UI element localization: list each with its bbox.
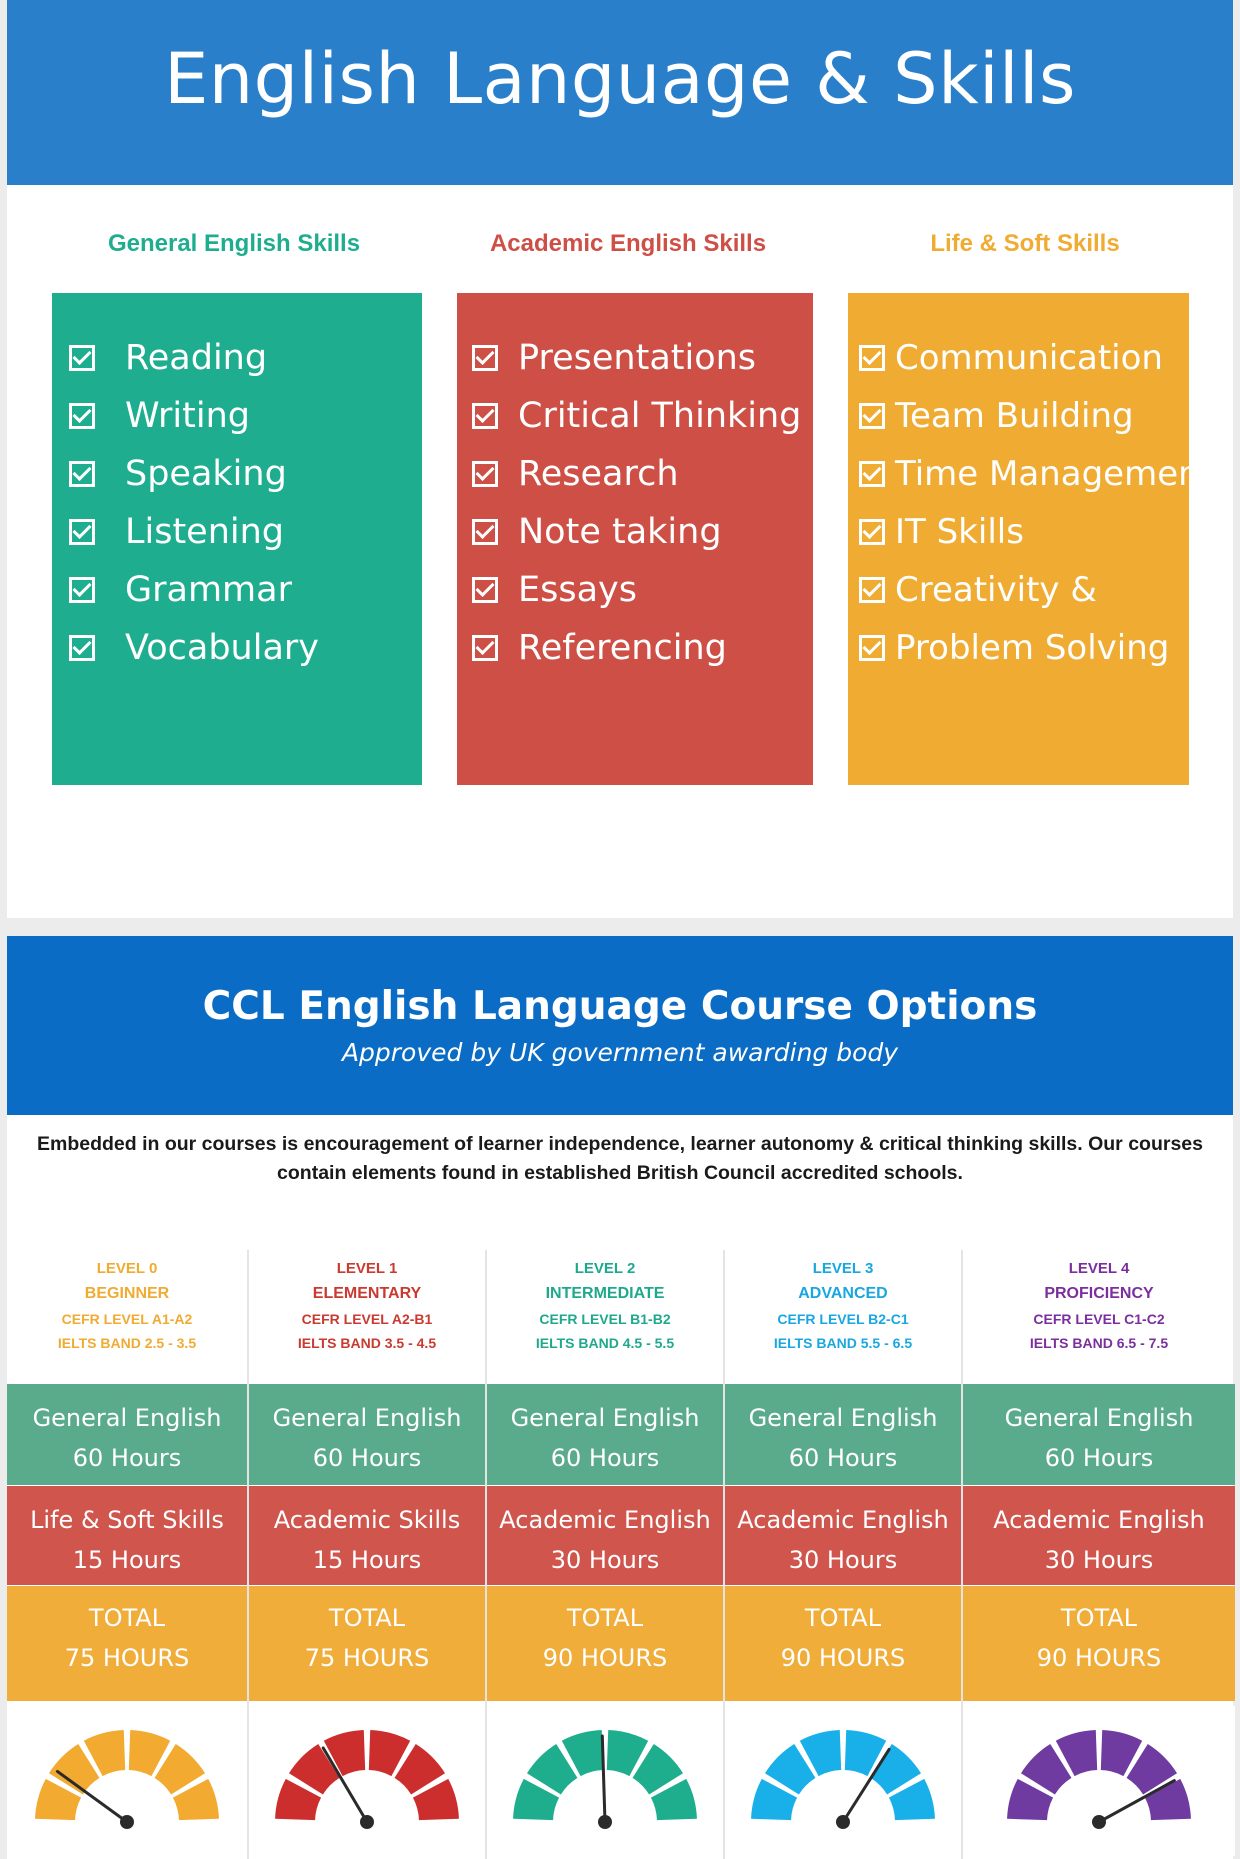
skill-label: Essays: [518, 570, 637, 610]
checkbox-checked-icon: [859, 519, 885, 545]
checkbox-checked-icon: [472, 345, 498, 371]
skill-item: [472, 619, 801, 677]
checkbox-checked-icon: [472, 577, 498, 603]
checkbox-checked-icon: [472, 403, 498, 429]
total-hours: 90 HOURS: [1036, 1644, 1162, 1672]
academic-skills-list: [472, 329, 801, 677]
checkbox-checked-icon: [472, 519, 498, 545]
total-cell: [963, 1586, 1235, 1701]
skill-item: [69, 503, 319, 561]
course-banner: [7, 936, 1233, 1115]
level-cefr: CEFR LEVEL B1-B2: [539, 1311, 671, 1327]
skill-label: Note taking: [518, 512, 722, 552]
course-hours: 60 Hours: [1044, 1444, 1154, 1472]
second-course-cell: [7, 1486, 247, 1585]
course-hours: 60 Hours: [788, 1444, 898, 1472]
course-hours: 30 Hours: [1044, 1546, 1154, 1574]
speedometer-gauge-icon: [963, 1706, 1235, 1856]
skill-item: [472, 561, 801, 619]
course-hours: 15 Hours: [72, 1546, 182, 1574]
level-name: ADVANCED: [798, 1285, 888, 1302]
total-label: TOTAL: [328, 1604, 406, 1632]
level-column-3: [723, 1250, 961, 1859]
skill-item: [859, 561, 1213, 619]
second-course-cell: [487, 1486, 723, 1585]
course-hours: 60 Hours: [312, 1444, 422, 1472]
skill-label: Listening: [125, 512, 285, 552]
total-label: TOTAL: [566, 1604, 644, 1632]
total-cell: [249, 1586, 485, 1701]
level-cefr: CEFR LEVEL A1-A2: [61, 1311, 193, 1327]
skill-item: [69, 561, 319, 619]
total-hours: 75 HOURS: [64, 1644, 190, 1672]
skill-label: Team Building: [895, 396, 1134, 436]
general-english-cell: [725, 1384, 961, 1485]
skill-label: Research: [518, 454, 679, 494]
level-name: INTERMEDIATE: [545, 1285, 665, 1302]
level-cefr: CEFR LEVEL B2-C1: [777, 1311, 909, 1327]
course-name: General English: [510, 1404, 700, 1432]
level-ielts: IELTS BAND 2.5 - 3.5: [57, 1335, 197, 1351]
skill-item: [69, 445, 319, 503]
skill-label: Grammar: [125, 570, 292, 610]
course-name: Academic English: [993, 1506, 1205, 1534]
gauge-hub: [836, 1815, 850, 1829]
total-label: TOTAL: [88, 1604, 166, 1632]
level-label: LEVEL 1: [336, 1260, 398, 1277]
level-ielts: IELTS BAND 5.5 - 6.5: [773, 1335, 913, 1351]
total-cell: [725, 1586, 961, 1701]
second-course-cell: [249, 1486, 485, 1585]
course-hours: 30 Hours: [788, 1546, 898, 1574]
checkbox-checked-icon: [69, 519, 95, 545]
second-course-cell: [725, 1486, 961, 1585]
course-title: CCL English Language Course Options: [202, 984, 1038, 1029]
course-subtitle: Approved by UK government awarding body: [341, 1038, 899, 1067]
checkbox-checked-icon: [859, 635, 885, 661]
course-levels-table: [7, 1250, 1233, 1859]
level-header: [7, 1250, 247, 1378]
checkbox-checked-icon: [859, 461, 885, 487]
level-header: [249, 1250, 485, 1378]
course-hours: 15 Hours: [312, 1546, 422, 1574]
skill-label: Referencing: [518, 628, 727, 668]
academic-skills-heading: Academic English Skills: [489, 230, 767, 257]
checkbox-checked-icon: [69, 461, 95, 487]
skill-item: [859, 445, 1213, 503]
skill-item: [859, 329, 1213, 387]
level-label: LEVEL 2: [574, 1260, 636, 1277]
level-cefr: CEFR LEVEL C1-C2: [1033, 1311, 1165, 1327]
course-name: General English: [748, 1404, 938, 1432]
course-intro-text: Embedded in our courses is encouragement of learner independence, learner autonomy & critical thinking skills. Our courses contain elements found in established British Council accredited schools.: [37, 1133, 1203, 1184]
total-cell: [7, 1586, 247, 1701]
general-english-cell: [963, 1384, 1235, 1485]
skill-item: [472, 445, 801, 503]
skill-item: [472, 503, 801, 561]
checkbox-checked-icon: [472, 461, 498, 487]
gauge-needle: [602, 1736, 605, 1822]
level-label: LEVEL 3: [812, 1260, 874, 1277]
gauge-hub: [120, 1815, 134, 1829]
level-label: LEVEL 4: [1068, 1260, 1130, 1277]
level-header: [725, 1250, 961, 1378]
second-course-cell: [963, 1486, 1235, 1585]
skill-item: [472, 387, 801, 445]
checkbox-checked-icon: [69, 345, 95, 371]
skill-label: Critical Thinking: [518, 396, 802, 436]
general-english-cell: [7, 1384, 247, 1485]
skill-item: [859, 387, 1213, 445]
level-ielts: IELTS BAND 3.5 - 4.5: [297, 1335, 437, 1351]
level-column-4: [961, 1250, 1235, 1859]
level-name: PROFICIENCY: [1044, 1285, 1154, 1302]
skill-label: Time Management: [895, 454, 1213, 494]
skill-label: Communication: [895, 338, 1163, 378]
level-header: [963, 1250, 1235, 1378]
life-skills-box: [848, 293, 1213, 785]
course-name: General English: [32, 1404, 222, 1432]
skill-label: Writing: [125, 396, 250, 436]
total-cell: [487, 1586, 723, 1701]
skills-panel: [7, 0, 1233, 918]
skill-label: Creativity &: [895, 570, 1097, 610]
level-name: BEGINNER: [84, 1285, 170, 1302]
skill-item: [859, 503, 1213, 561]
academic-skills-box: [457, 293, 813, 785]
gauge-hub: [1092, 1815, 1106, 1829]
skill-label: IT Skills: [895, 512, 1024, 552]
level-column-1: [247, 1250, 485, 1859]
course-name: Academic English: [499, 1506, 711, 1534]
skills-banner: [7, 0, 1233, 185]
skill-label: Presentations: [518, 338, 757, 378]
checkbox-checked-icon: [69, 635, 95, 661]
course-name: Academic English: [737, 1506, 949, 1534]
checkbox-checked-icon: [859, 345, 885, 371]
skill-label: Problem Solving: [895, 628, 1170, 668]
life-skills-list: [859, 329, 1213, 677]
gauge-hub: [598, 1815, 612, 1829]
general-english-cell: [487, 1384, 723, 1485]
checkbox-checked-icon: [472, 635, 498, 661]
gauge-hub: [360, 1815, 374, 1829]
level-column-0: [7, 1250, 247, 1859]
level-ielts: IELTS BAND 4.5 - 5.5: [535, 1335, 675, 1351]
skill-item: [472, 329, 801, 387]
speedometer-gauge-icon: [487, 1706, 723, 1856]
general-skills-heading: General English Skills: [107, 230, 361, 257]
total-hours: 90 HOURS: [542, 1644, 668, 1672]
checkbox-checked-icon: [859, 577, 885, 603]
course-hours: 60 Hours: [550, 1444, 660, 1472]
checkbox-checked-icon: [69, 403, 95, 429]
total-label: TOTAL: [804, 1604, 882, 1632]
checkbox-checked-icon: [69, 577, 95, 603]
course-options-panel: [7, 936, 1233, 1859]
level-ielts: IELTS BAND 6.5 - 7.5: [1029, 1335, 1169, 1351]
skill-item: [69, 387, 319, 445]
course-hours: 60 Hours: [72, 1444, 182, 1472]
level-name: ELEMENTARY: [312, 1285, 422, 1302]
skill-item: [859, 619, 1213, 677]
skill-label: Vocabulary: [125, 628, 320, 668]
course-name: General English: [1004, 1404, 1194, 1432]
total-label: TOTAL: [1060, 1604, 1138, 1632]
level-label: LEVEL 0: [96, 1260, 158, 1277]
general-skills-box: [52, 293, 422, 785]
skill-item: [69, 329, 319, 387]
course-name: General English: [272, 1404, 462, 1432]
course-hours: 30 Hours: [550, 1546, 660, 1574]
general-english-cell: [249, 1384, 485, 1485]
level-column-2: [485, 1250, 723, 1859]
skill-label: Speaking: [125, 454, 287, 494]
speedometer-gauge-icon: [249, 1706, 485, 1856]
page-title: English Language & Skills: [164, 38, 1076, 120]
skill-item: [69, 619, 319, 677]
speedometer-gauge-icon: [725, 1706, 961, 1856]
checkbox-checked-icon: [859, 403, 885, 429]
level-cefr: CEFR LEVEL A2-B1: [301, 1311, 433, 1327]
speedometer-gauge-icon: [7, 1706, 247, 1856]
level-header: [487, 1250, 723, 1378]
total-hours: 75 HOURS: [304, 1644, 430, 1672]
course-name: Academic Skills: [273, 1506, 461, 1534]
course-name: Life & Soft Skills: [30, 1506, 224, 1534]
total-hours: 90 HOURS: [780, 1644, 906, 1672]
skill-label: Reading: [125, 338, 268, 378]
life-skills-heading: Life & Soft Skills: [930, 230, 1120, 257]
general-skills-list: [69, 329, 319, 677]
